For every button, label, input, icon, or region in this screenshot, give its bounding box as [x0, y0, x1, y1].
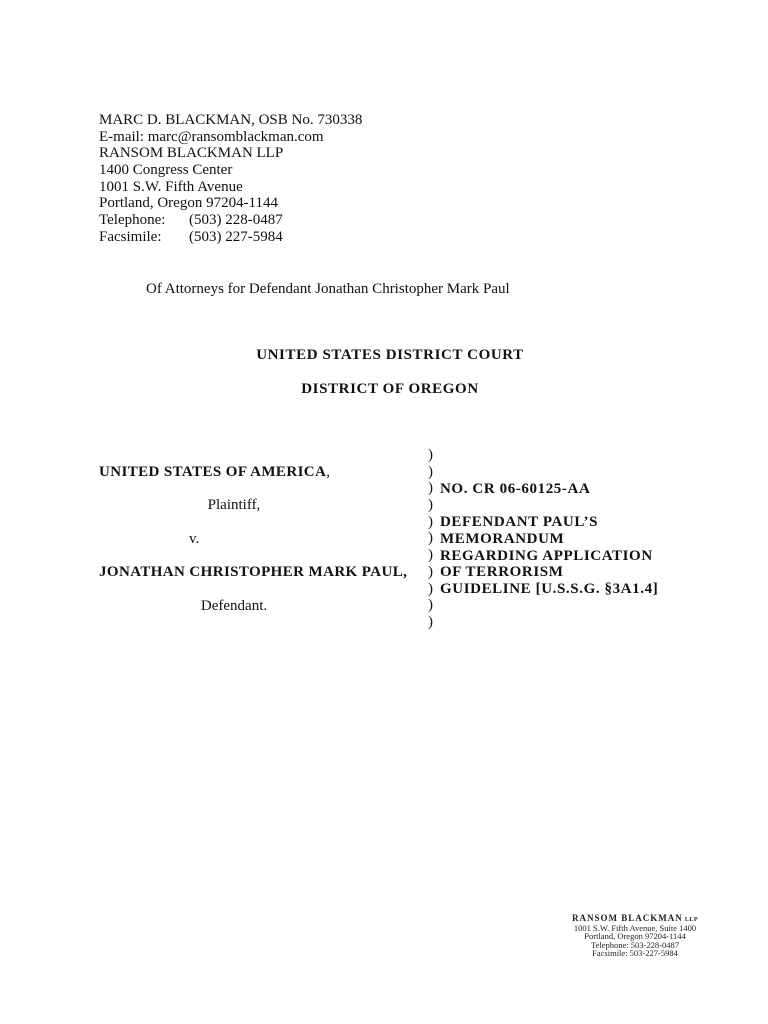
footer-firm-block — [540, 914, 730, 957]
facsimile-line — [99, 229, 362, 246]
doc-title-line-5: GUIDELINE [U.S.S.G. §3A1.4] — [440, 581, 659, 598]
firm-name: RANSOM BLACKMAN LLP — [99, 145, 284, 162]
plaintiff-role: Plaintiff, — [207, 497, 261, 514]
facsimile-number: (503) 227-5984 — [189, 228, 283, 245]
doc-title-line-2: MEMORANDUM — [440, 531, 565, 548]
caption-parties — [99, 464, 429, 614]
blank-line — [99, 514, 429, 531]
versus-line — [99, 531, 429, 548]
paren: ) — [428, 580, 433, 597]
footer-city: Portland, Oregon 97204-1144 — [584, 931, 686, 942]
telephone-label: Telephone: — [99, 212, 166, 229]
defendant-name: JONATHAN CHRISTOPHER MARK PAUL, — [99, 564, 408, 581]
doc-title-line-3: REGARDING APPLICATION — [440, 547, 653, 564]
doc-title-line-4: OF TERRORISM — [440, 564, 564, 581]
versus: v. — [189, 530, 200, 547]
address-line-1: 1400 Congress Center — [99, 162, 233, 179]
paren: ) — [428, 463, 433, 480]
attorney-email: E-mail: marc@ransomblackman.com — [99, 128, 324, 145]
blank-line — [99, 547, 429, 564]
address-line-2: 1001 S.W. Fifth Avenue — [99, 178, 243, 195]
of-attorneys-line: Of Attorneys for Defendant Jonathan Christopher Mark Paul — [146, 281, 510, 297]
caption-case-info — [440, 481, 658, 598]
paren: ) — [428, 497, 433, 514]
paren: ) — [428, 563, 433, 580]
paren: ) — [428, 547, 433, 564]
footer-address: 1001 S.W. Fifth Avenue, Suite 1400 — [573, 923, 697, 934]
paren: ) — [428, 597, 433, 614]
facsimile-label: Facsimile: — [99, 228, 162, 245]
telephone-line — [99, 212, 362, 229]
blank-line — [440, 498, 658, 515]
doc-title-line-1: DEFENDANT PAUL’S — [440, 514, 599, 531]
attorney-block — [99, 112, 362, 246]
district-heading: DISTRICT OF OREGON — [301, 381, 479, 397]
paren: ) — [428, 530, 433, 547]
footer-facsimile: Facsimile: 503-227-5984 — [592, 947, 678, 958]
paren: ) — [428, 480, 433, 497]
telephone-number: (503) 228-0487 — [189, 212, 283, 229]
blank-line — [99, 481, 429, 498]
case-number: NO. CR 06-60125-AA — [440, 481, 591, 497]
caption-paren-column — [428, 447, 433, 631]
plaintiff-comma: , — [326, 464, 331, 480]
paren: ) — [428, 513, 433, 530]
attorney-name: MARC D. BLACKMAN, OSB No. 730338 — [99, 112, 363, 128]
court-heading: UNITED STATES DISTRICT COURT — [256, 347, 524, 363]
blank-line — [99, 581, 429, 598]
plaintiff-name: UNITED STATES OF AMERICA — [99, 464, 327, 480]
defendant-role: Defendant. — [200, 597, 268, 614]
paren: ) — [428, 447, 433, 463]
footer-telephone: Telephone: 503-228-0487 — [591, 939, 679, 950]
plaintiff-name-line — [99, 464, 429, 481]
address-city: Portland, Oregon 97204-1144 — [99, 195, 279, 212]
footer-firm: RANSOM BLACKMAN — [571, 913, 683, 923]
paren: ) — [428, 613, 433, 630]
footer-firm-suffix: LLP — [684, 917, 699, 923]
